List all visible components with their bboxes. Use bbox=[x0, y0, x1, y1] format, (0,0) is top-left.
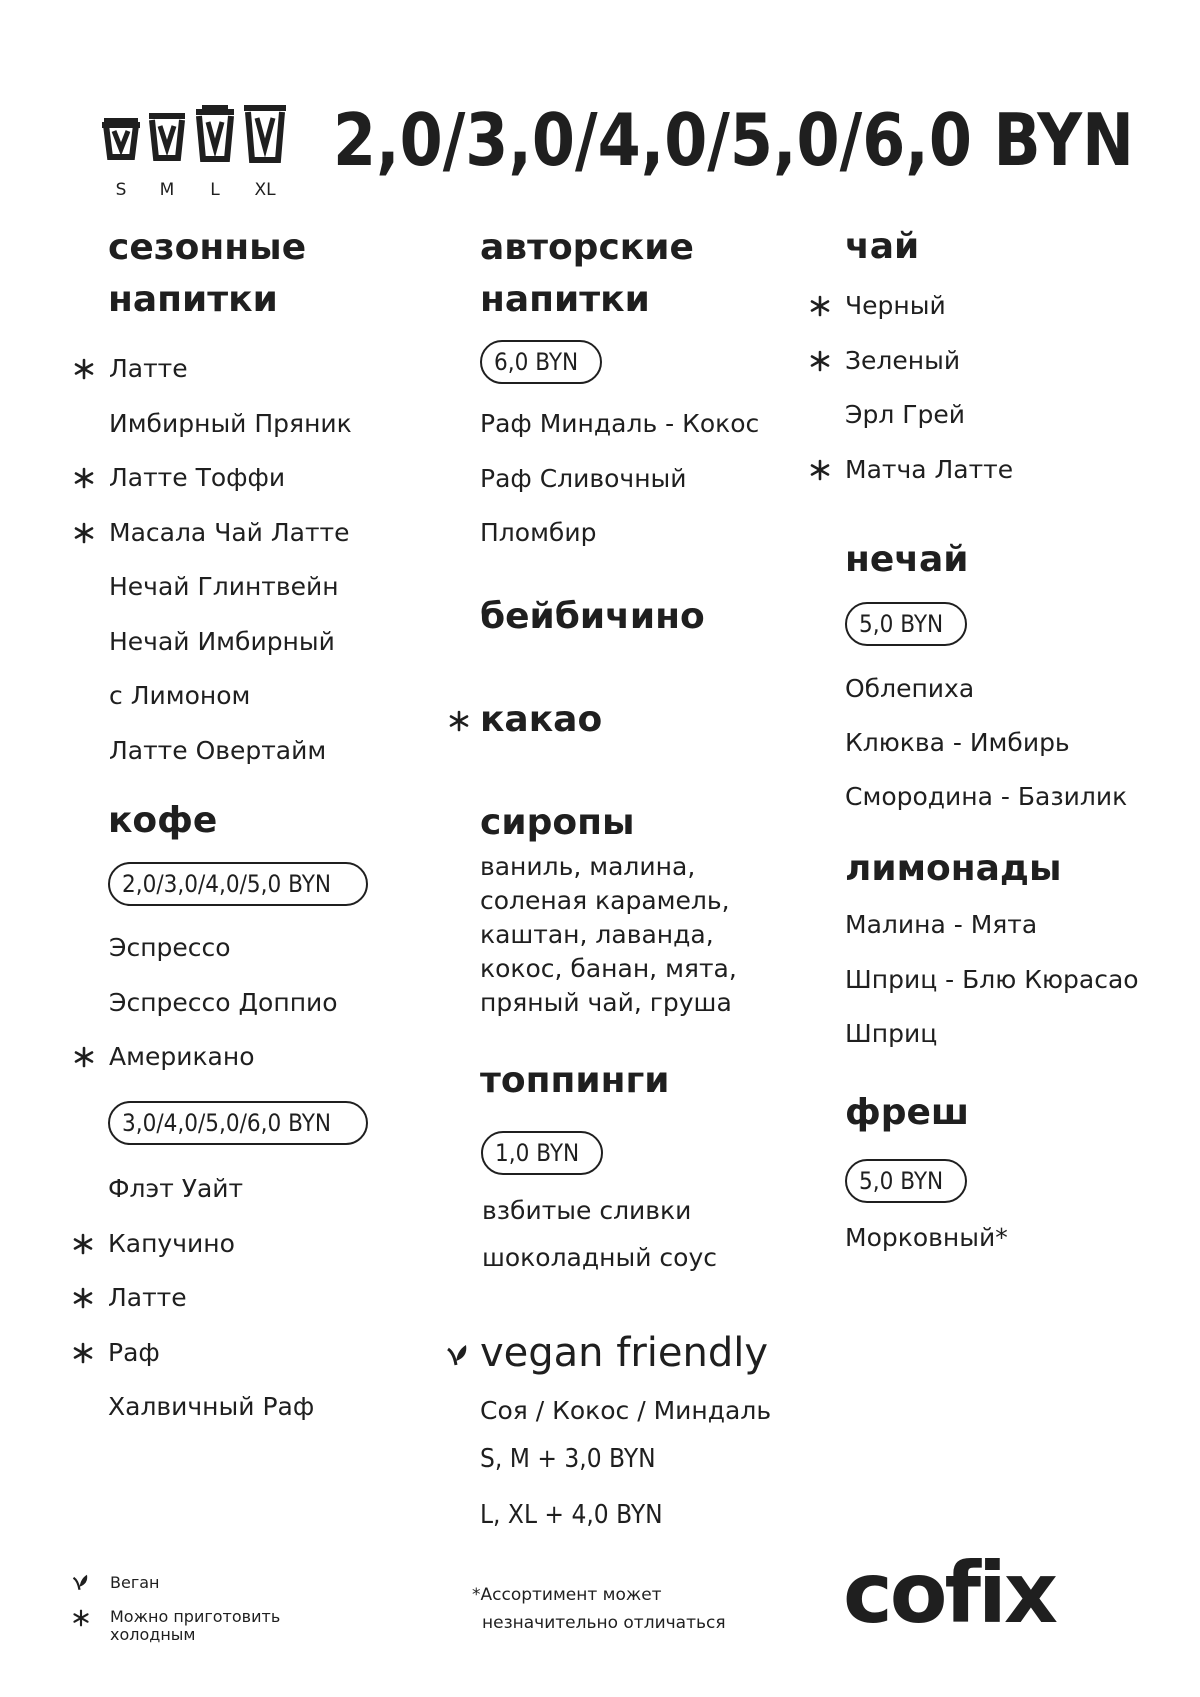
cofix-logo: cofix bbox=[843, 1544, 1056, 1642]
list-item-label: Американо bbox=[109, 1042, 255, 1071]
list-item-label: Нечай Глинтвейн bbox=[109, 572, 339, 601]
leaf-icon bbox=[446, 1343, 470, 1369]
legend-cold-label bbox=[110, 1607, 280, 1645]
cup-size-label: L bbox=[210, 180, 220, 200]
list-item bbox=[109, 1042, 255, 1072]
section-title-babyccino: бейбичино bbox=[480, 596, 705, 637]
list-item-label: Эспрессо bbox=[109, 933, 231, 962]
note-line: *Ассортимент может bbox=[472, 1585, 662, 1605]
section-title-fresh: фреш bbox=[845, 1092, 970, 1133]
legend-vegan-icon-wrap bbox=[72, 1572, 90, 1598]
section-title-cocoa bbox=[480, 694, 602, 746]
section-title-lemonades: лимонады bbox=[845, 848, 1062, 889]
list-item-label: Имбирный Пряник bbox=[109, 408, 352, 438]
legend-line: Можно приготовить bbox=[110, 1607, 281, 1626]
list-item-label: Флэт Уайт bbox=[108, 1174, 244, 1203]
cup-xl-icon bbox=[244, 105, 286, 160]
list-item bbox=[845, 346, 960, 376]
syrups-line: ваниль, малина, bbox=[480, 852, 696, 881]
list-item-label: с Лимоном bbox=[109, 681, 251, 710]
price-badge bbox=[845, 602, 967, 646]
list-item bbox=[109, 681, 250, 711]
title-line: авторские bbox=[480, 227, 694, 268]
snowflake-icon bbox=[448, 710, 470, 732]
list-item bbox=[845, 674, 974, 704]
syrups-line: пряный чай, груша bbox=[480, 988, 732, 1017]
snowflake-icon bbox=[73, 1046, 95, 1068]
syrups-line: соленая карамель, bbox=[480, 886, 730, 915]
list-item-label: Эспрессо Доппио bbox=[109, 987, 338, 1017]
section-title-syrups: сиропы bbox=[480, 802, 635, 843]
legend-vegan-label: Веган bbox=[110, 1573, 160, 1592]
list-item bbox=[109, 988, 338, 1018]
list-item-label: Шприц bbox=[845, 1019, 938, 1048]
list-item bbox=[109, 463, 285, 493]
vegan-price-small: S, M + 3,0 BYN bbox=[480, 1444, 656, 1474]
list-item-label: Раф Миндаль - Кокос bbox=[480, 409, 760, 438]
list-item bbox=[845, 910, 1037, 940]
list-item-label: Эрл Грей bbox=[845, 400, 965, 429]
section-title-tea: чай bbox=[845, 226, 920, 267]
list-item bbox=[109, 572, 339, 602]
list-item bbox=[480, 518, 596, 548]
price-badge bbox=[108, 1101, 368, 1145]
snowflake-icon bbox=[809, 350, 831, 372]
title-line: напитки bbox=[108, 279, 278, 320]
section-title-vegan: vegan friendly bbox=[480, 1330, 769, 1376]
price-badge bbox=[480, 340, 602, 384]
title-line: сезонные bbox=[108, 227, 307, 268]
syrups-list bbox=[480, 850, 737, 1020]
snowflake-icon bbox=[73, 358, 95, 380]
list-item-label: Нечай Имбирный bbox=[109, 626, 335, 656]
cup-s-icon bbox=[102, 118, 140, 157]
section-title-signature bbox=[480, 222, 694, 326]
cup-size-label: M bbox=[159, 180, 175, 200]
cocoa-label: какао bbox=[480, 699, 603, 740]
list-item-label: Клюква - Имбирь bbox=[845, 728, 1070, 757]
list-item bbox=[845, 1019, 937, 1049]
list-item-label: Латте Овертайм bbox=[109, 735, 327, 765]
snowflake-icon bbox=[809, 459, 831, 481]
price-badge bbox=[845, 1159, 967, 1203]
assortment-note bbox=[472, 1581, 726, 1637]
leaf-icon bbox=[72, 1572, 90, 1594]
snowflake-icon bbox=[73, 467, 95, 489]
snowflake-icon bbox=[72, 1609, 90, 1627]
leaf-icon-wrap bbox=[446, 1343, 470, 1373]
list-item bbox=[108, 1338, 160, 1368]
price-badge-text: 5,0 BYN bbox=[859, 1167, 944, 1195]
syrups-line: кокос, банан, мята, bbox=[480, 954, 737, 983]
snowflake-icon bbox=[73, 522, 95, 544]
list-item bbox=[108, 1229, 235, 1259]
list-item-label: Халвичный Раф bbox=[108, 1392, 315, 1421]
section-title-seasonal bbox=[108, 222, 306, 326]
list-item: взбитые сливки bbox=[482, 1196, 692, 1225]
list-item bbox=[109, 736, 326, 766]
snowflake-icon bbox=[72, 1342, 94, 1364]
list-item: Морковный* bbox=[845, 1223, 1008, 1252]
list-item bbox=[108, 1392, 314, 1422]
list-item bbox=[845, 728, 1070, 758]
title-line: напитки bbox=[480, 279, 650, 320]
list-item bbox=[109, 933, 231, 963]
snowflake-icon bbox=[72, 1287, 94, 1309]
list-item: шоколадный соус bbox=[482, 1243, 718, 1272]
price-badge bbox=[108, 862, 368, 906]
vegan-milk-options: Соя / Кокос / Миндаль bbox=[480, 1396, 772, 1425]
list-item-label: Раф Сливочный bbox=[480, 463, 687, 493]
price-badge-text: 3,0/4,0/5,0/6,0 BYN bbox=[122, 1109, 332, 1137]
snowflake-icon bbox=[72, 1233, 94, 1255]
section-title-notea: нечай bbox=[845, 539, 969, 580]
snowflake-icon bbox=[809, 295, 831, 317]
list-item bbox=[109, 354, 188, 384]
list-item bbox=[480, 409, 759, 439]
list-item bbox=[845, 291, 946, 321]
list-item-label: Черный bbox=[845, 291, 946, 320]
list-item-label: Капучино bbox=[108, 1228, 235, 1258]
price-badge-text: 5,0 BYN bbox=[859, 610, 944, 638]
list-item bbox=[109, 409, 352, 439]
list-item bbox=[109, 518, 349, 548]
list-item bbox=[845, 400, 965, 430]
cup-l-icon bbox=[196, 105, 234, 159]
list-item bbox=[845, 965, 1139, 995]
list-item bbox=[845, 455, 1013, 485]
cup-m-icon bbox=[149, 113, 185, 158]
price-badge-text: 1,0 BYN bbox=[495, 1139, 580, 1167]
list-item-label: Облепиха bbox=[845, 674, 975, 703]
list-item bbox=[845, 782, 1127, 812]
note-line: незначительно отличаться bbox=[482, 1613, 726, 1633]
list-item-label: Латте bbox=[109, 354, 188, 383]
section-title-toppings: топпинги bbox=[480, 1060, 670, 1101]
list-item-label: Шприц - Блю Кюрасао bbox=[845, 964, 1139, 994]
legend-line: холодным bbox=[110, 1625, 196, 1644]
cup-size-label: S bbox=[115, 180, 127, 200]
list-item-label: Пломбир bbox=[480, 518, 597, 547]
list-item-label: Раф bbox=[108, 1337, 160, 1367]
size-prices-headline: 2,0/3,0/4,0/5,0/6,0 BYN bbox=[333, 98, 1134, 182]
cup-sizes-graphic bbox=[100, 105, 295, 200]
list-item bbox=[108, 1283, 187, 1313]
list-item-label: Матча Латте bbox=[845, 454, 1014, 484]
list-item-label: Смородина - Базилик bbox=[845, 782, 1128, 811]
vegan-price-large: L, XL + 4,0 BYN bbox=[480, 1500, 663, 1530]
list-item-label: Латте Тоффи bbox=[109, 463, 286, 492]
cup-icons bbox=[100, 105, 295, 180]
list-item bbox=[480, 464, 687, 494]
price-badge-text: 2,0/3,0/4,0/5,0 BYN bbox=[122, 870, 332, 898]
section-title-coffee: кофе bbox=[108, 800, 218, 841]
list-item-label: Латте bbox=[108, 1283, 187, 1312]
list-item-label: Зеленый bbox=[845, 345, 961, 375]
list-item bbox=[108, 1174, 243, 1204]
list-item-label: Масала Чай Латте bbox=[109, 517, 350, 547]
list-item-label: Малина - Мята bbox=[845, 910, 1038, 939]
price-badge bbox=[481, 1131, 603, 1175]
list-item bbox=[109, 627, 335, 657]
syrups-line: каштан, лаванда, bbox=[480, 920, 714, 949]
price-badge-text: 6,0 BYN bbox=[494, 348, 579, 376]
cup-size-label: XL bbox=[254, 180, 276, 200]
